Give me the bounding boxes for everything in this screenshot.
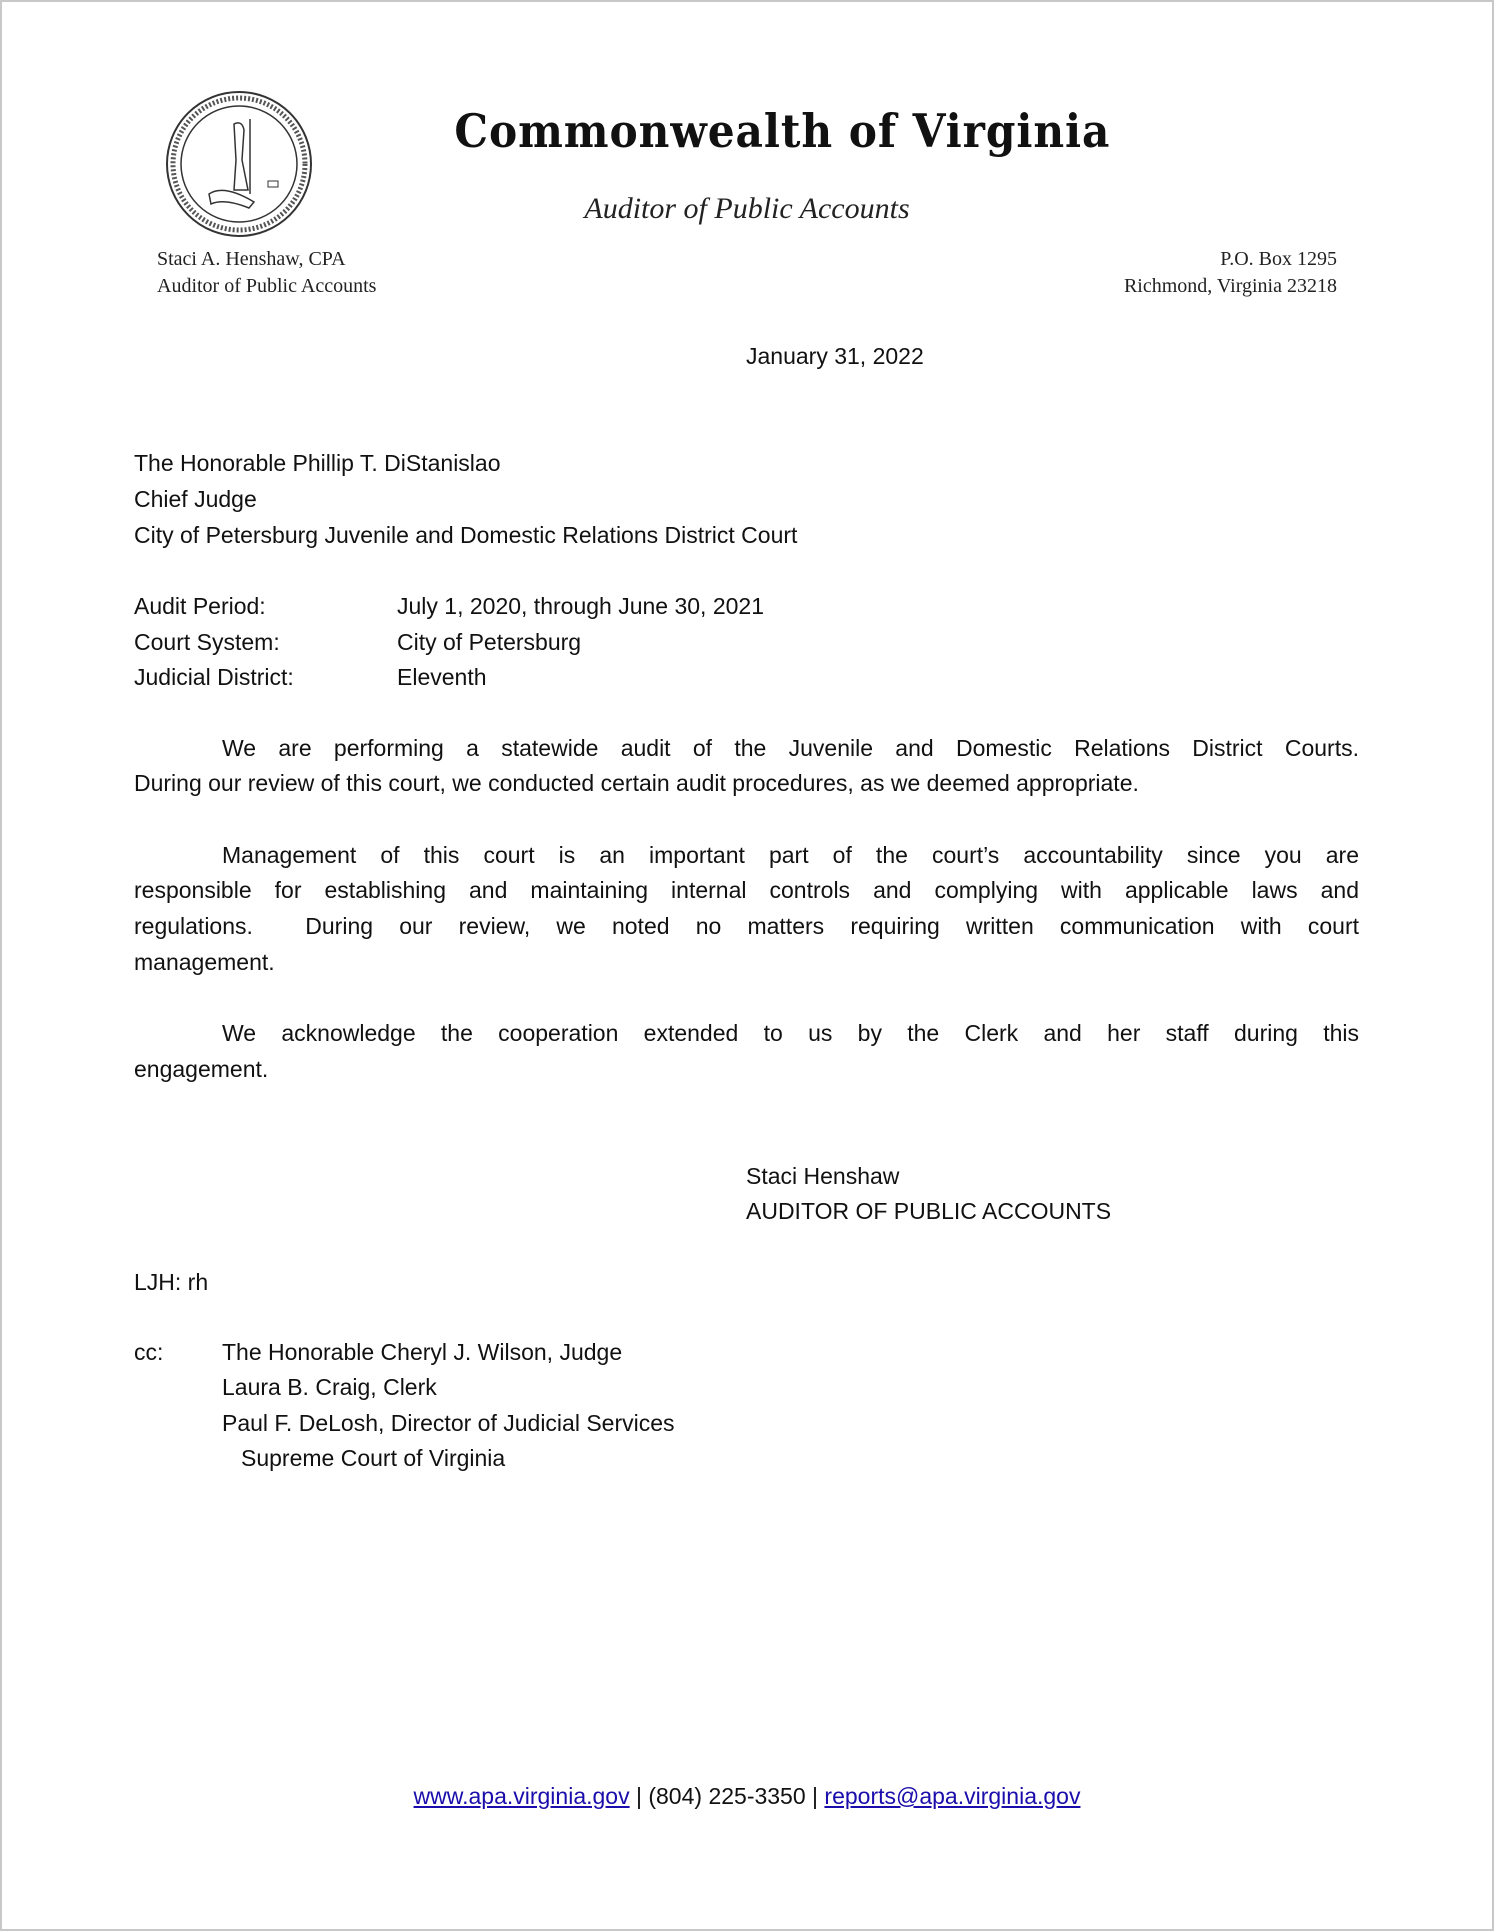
letterhead-title: Commonwealth of Virginia xyxy=(454,104,1111,158)
cc-label: cc: xyxy=(134,1339,164,1365)
detail-value: July 1, 2020, through June 30, 2021 xyxy=(397,593,765,619)
cc-recipient: Laura B. Craig, Clerk xyxy=(222,1374,437,1400)
website-link[interactable]: www.apa.virginia.gov xyxy=(413,1783,630,1809)
city-address: Richmond, Virginia 23218 xyxy=(1123,275,1337,297)
letter-date: January 31, 2022 xyxy=(746,343,924,369)
virginia-seal-icon xyxy=(164,89,314,239)
email-link[interactable]: reports@apa.virginia.gov xyxy=(824,1783,1081,1809)
paragraph-line: regulations. During our review, we noted no matters requiring written communication with court xyxy=(134,913,1359,939)
cc-recipient: Supreme Court of Virginia xyxy=(241,1445,506,1471)
paragraph-line: Management of this court is an important part of the court’s accountability since you are xyxy=(222,842,1359,868)
detail-label: Judicial District: xyxy=(134,664,294,690)
footer-separator: | xyxy=(635,1783,642,1809)
auditor-name: Staci A. Henshaw, CPA xyxy=(157,248,346,270)
paragraph-line: We acknowledge the cooperation extended to us by the Clerk and her staff during this xyxy=(222,1020,1359,1046)
detail-value: Eleventh xyxy=(397,664,487,690)
cc-recipient: Paul F. DeLosh, Director of Judicial Services xyxy=(222,1410,675,1436)
auditor-title: Auditor of Public Accounts xyxy=(157,275,377,297)
addressee-title: Chief Judge xyxy=(134,486,257,512)
footer-separator: | xyxy=(812,1783,819,1809)
signature-name: Staci Henshaw xyxy=(746,1163,900,1189)
addressee-name: The Honorable Phillip T. DiStanislao xyxy=(134,450,501,476)
letterhead-subtitle: Auditor of Public Accounts xyxy=(584,192,910,225)
paragraph-line: During our review of this court, we conducted certain audit procedures, as we deemed appropriate. xyxy=(134,770,1139,796)
detail-label: Court System: xyxy=(134,629,280,655)
signature-title: AUDITOR OF PUBLIC ACCOUNTS xyxy=(746,1198,1112,1224)
detail-label: Audit Period: xyxy=(134,593,266,619)
paragraph-line: We are performing a statewide audit of the Juvenile and Domestic Relations District Courts. xyxy=(222,735,1359,761)
phone-number: (804) 225-3350 xyxy=(648,1783,806,1809)
addressee-court: City of Petersburg Juvenile and Domestic Relations District Court xyxy=(134,522,798,548)
po-box: P.O. Box 1295 xyxy=(1220,248,1337,270)
paragraph-line: engagement. xyxy=(134,1056,269,1082)
cc-recipient: The Honorable Cheryl J. Wilson, Judge xyxy=(222,1339,623,1365)
reference-initials: LJH: rh xyxy=(134,1269,209,1295)
paragraph-line: responsible for establishing and maintaining internal controls and complying with applicable laws and xyxy=(134,877,1359,903)
footer xyxy=(0,1778,1494,1814)
detail-value: City of Petersburg xyxy=(397,629,582,655)
paragraph-line: management. xyxy=(134,949,275,975)
